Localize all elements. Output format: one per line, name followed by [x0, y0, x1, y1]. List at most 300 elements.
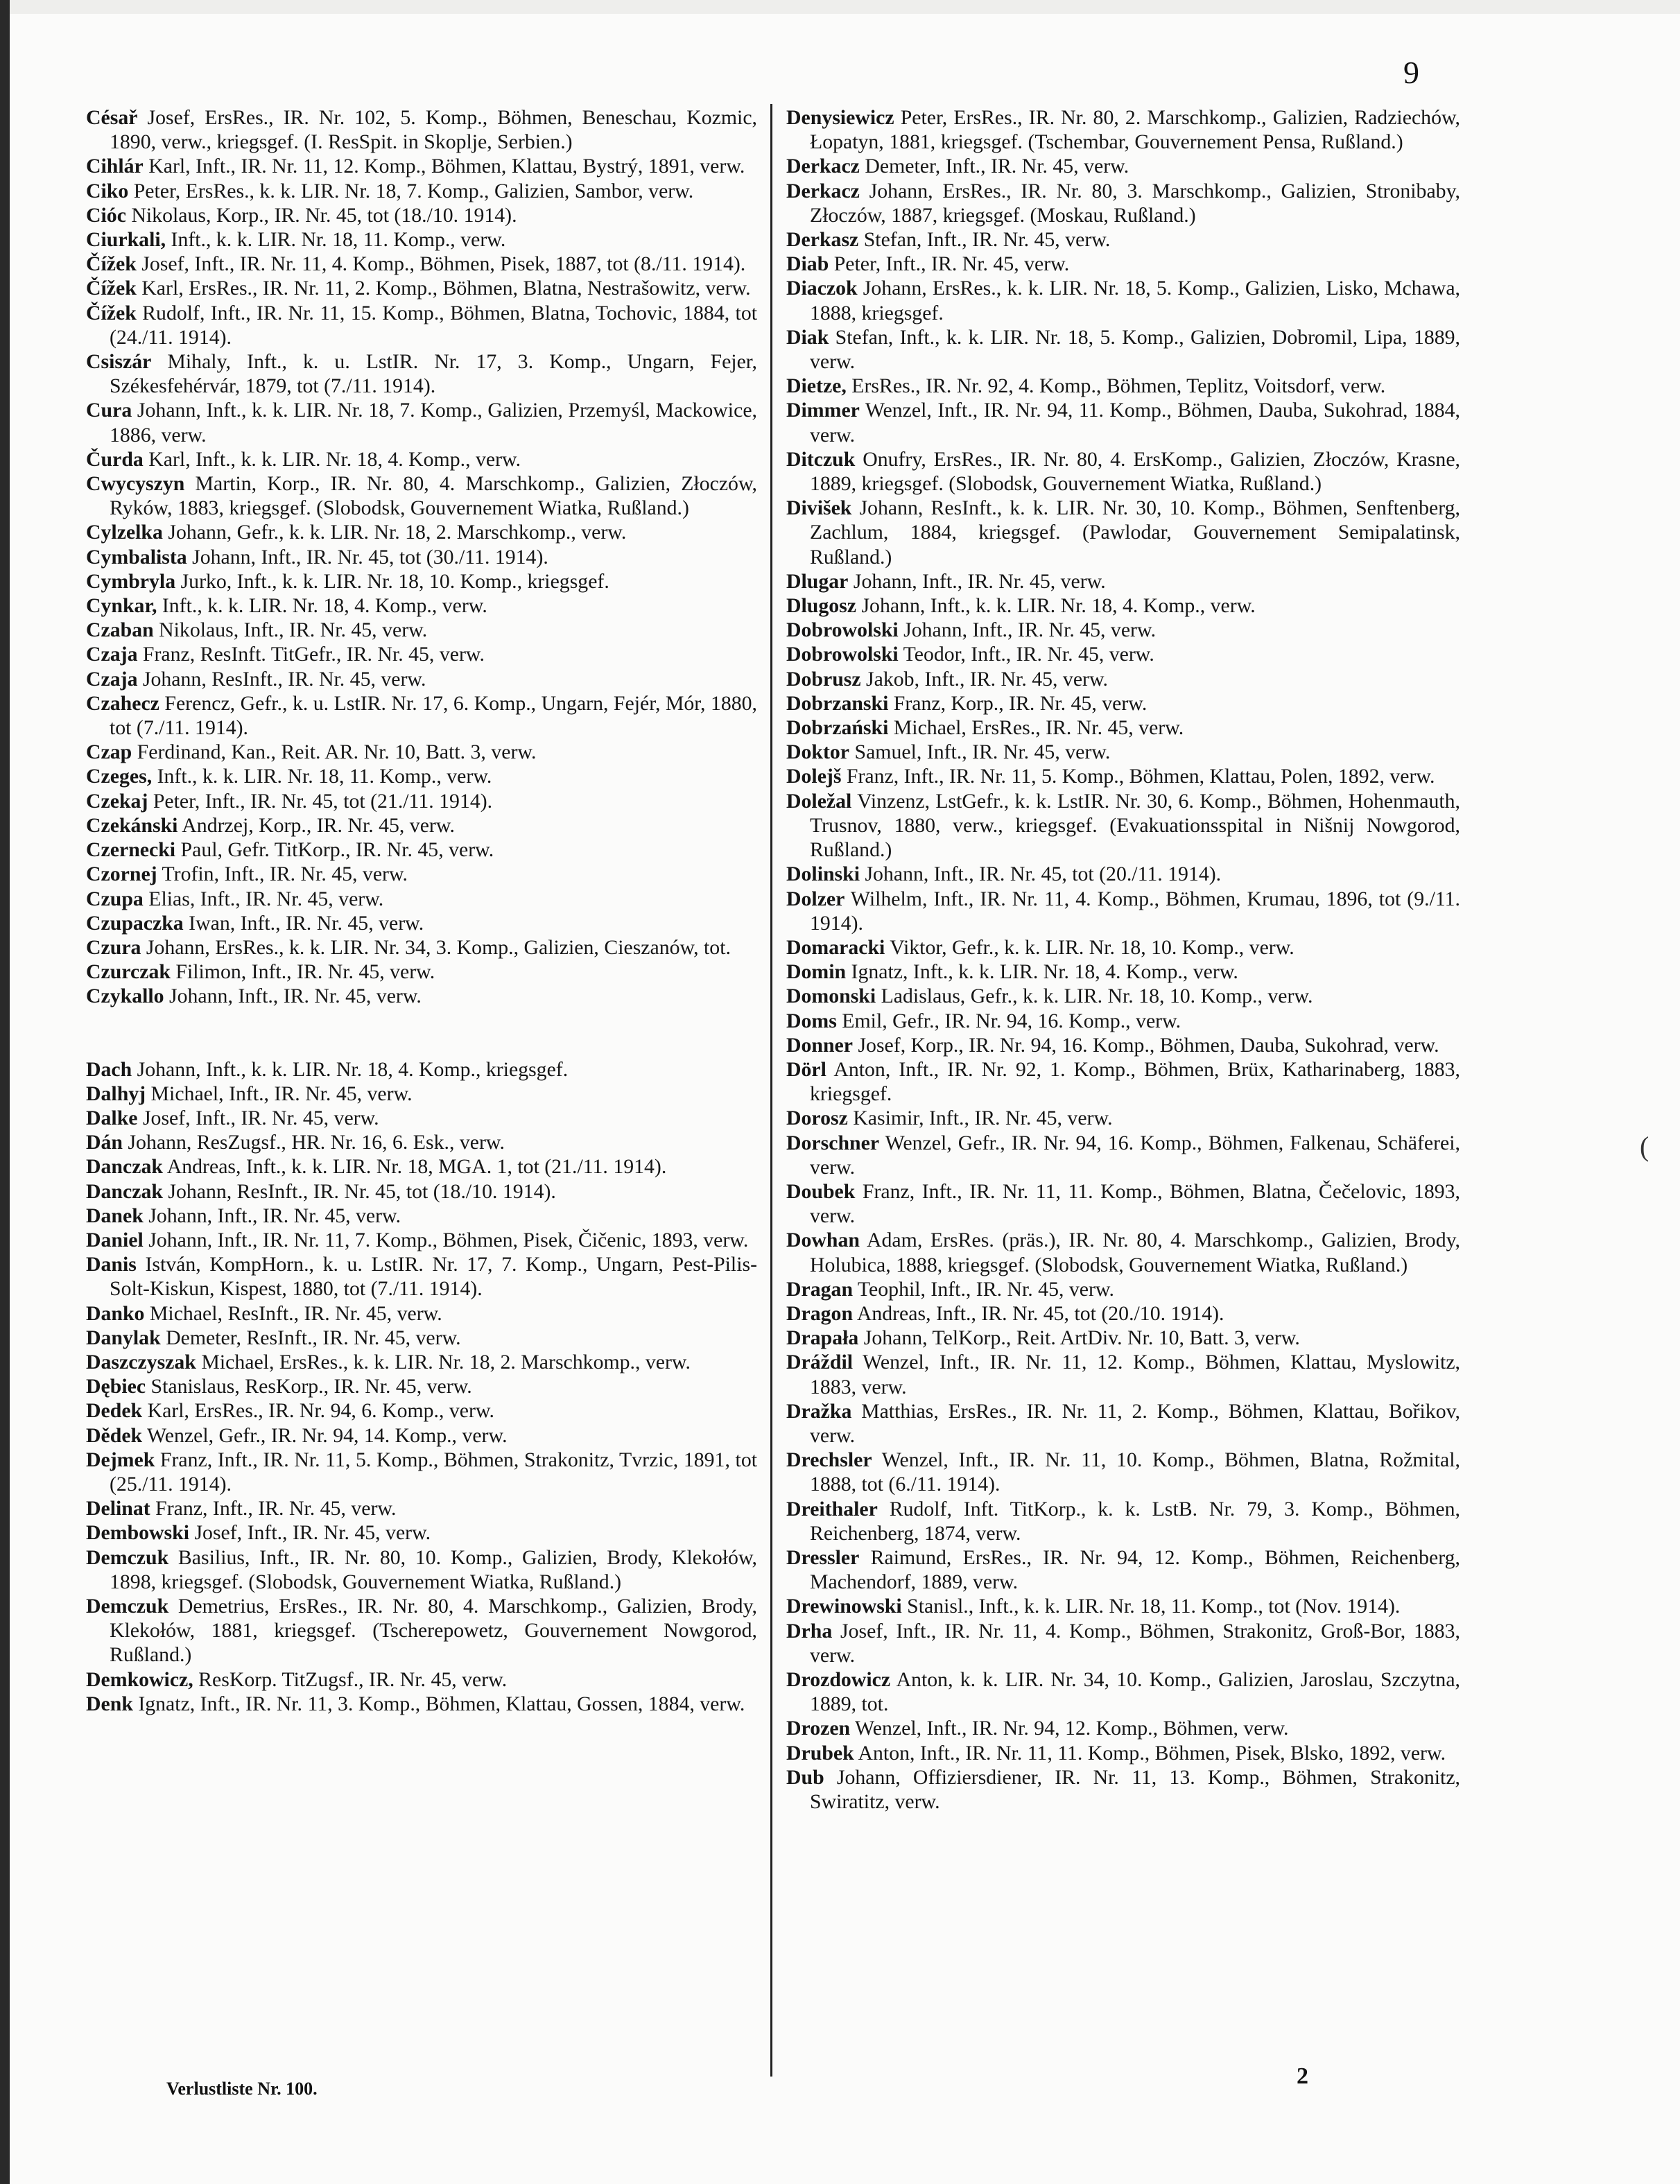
entry-details: Basilius, Inft., IR. Nr. 80, 10. Komp., Galizien, Brody, Klekołów, 1898, kriegsgef. (Slobodsk, Gouvernement Wiatka, Rußland.) [110, 1545, 757, 1593]
list-entry [86, 1057, 757, 1082]
entry-details: Johann, ErsRes., IR. Nr. 80, 3. Marschkomp., Galizien, Stronibaby, Złoczów, 1887, kriegsgef. (Moskau, Rußland.) [810, 179, 1460, 227]
list-entry [86, 1448, 757, 1496]
entry-details: Stanisl., Inft., k. k. LIR. Nr. 18, 11. Komp., tot (Nov. 1914). [901, 1595, 1401, 1618]
entry-surname: Denk [86, 1692, 133, 1715]
list-entry [786, 252, 1460, 276]
entry-surname: Dolinski [786, 863, 860, 886]
list-entry [786, 1399, 1460, 1448]
list-entry [786, 569, 1460, 593]
entry-details: Peter, Inft., IR. Nr. 45, tot (21./11. 1914). [148, 789, 493, 813]
entry-details: Anton, Inft., IR. Nr. 11, 11. Komp., Böhmen, Pisek, Blsko, 1892, verw. [854, 1741, 1446, 1765]
list-entry [86, 740, 757, 764]
entry-surname: Czekánski [86, 813, 178, 837]
entry-surname: Dalke [86, 1106, 138, 1129]
entry-details: Stanislaus, ResKorp., IR. Nr. 45, verw. [146, 1375, 472, 1398]
entry-details: Nikolaus, Inft., IR. Nr. 45, verw. [153, 618, 428, 642]
list-entry [86, 276, 757, 300]
entry-details: Johann, Gefr., k. k. LIR. Nr. 18, 2. Marschkomp., verw. [162, 521, 627, 544]
entry-surname: Drubek [786, 1741, 854, 1765]
entry-details: Viktor, Gefr., k. k. LIR. Nr. 18, 10. Komp., verw. [885, 935, 1294, 959]
list-entry [86, 301, 757, 349]
entry-surname: Dragon [786, 1301, 854, 1325]
entry-details: Franz, Inft., IR. Nr. 45, verw. [150, 1497, 397, 1520]
entry-details: Wenzel, Inft., IR. Nr. 11, 10. Komp., Böhmen, Blatna, Rožmital, 1888, tot (6./11. 1914). [810, 1448, 1460, 1496]
entry-surname: Cihlár [86, 155, 144, 178]
list-entry [86, 1520, 757, 1545]
entry-details: Elias, Inft., IR. Nr. 45, verw. [143, 887, 384, 910]
list-entry [86, 569, 757, 593]
entry-details: Mihaly, Inft., k. u. LstIR. Nr. 17, 3. Komp., Ungarn, Fejer, Székesfehérvár, 1879, tot (7./11. 1914). [110, 350, 757, 398]
list-entry [86, 1692, 757, 1716]
list-entry [86, 520, 757, 544]
entry-surname: Demczuk [86, 1545, 169, 1569]
entry-surname: Denysiewicz [786, 106, 894, 129]
entry-surname: Derkacz [786, 179, 860, 202]
list-entry [86, 1179, 757, 1204]
list-entry [86, 1594, 757, 1667]
entry-details: Stefan, Inft., IR. Nr. 45, verw. [858, 228, 1111, 252]
entry-surname: Danylak [86, 1326, 161, 1349]
entry-details: Johann, Inft., IR. Nr. 45, verw. [898, 618, 1157, 642]
entry-surname: Cymbalista [86, 545, 187, 569]
list-entry [86, 838, 757, 862]
entry-surname: Dorosz [786, 1107, 848, 1130]
entry-details: Franz, Inft., IR. Nr. 11, 5. Komp., Böhmen, Klattau, Polen, 1892, verw. [841, 765, 1435, 788]
entry-surname: Doubek [786, 1179, 856, 1203]
list-entry [786, 374, 1460, 398]
entry-surname: Ciurkali, [86, 228, 166, 252]
entry-details: Johann, ResInft., IR. Nr. 45, verw. [137, 667, 426, 691]
section-gap [86, 1009, 757, 1057]
list-entry [786, 1545, 1460, 1594]
entry-surname: Czykallo [86, 985, 164, 1008]
entry-details: Ladislaus, Gefr., k. k. LIR. Nr. 18, 10. Komp., verw. [876, 985, 1313, 1008]
entry-surname: Czeges, [86, 765, 153, 788]
list-entry [786, 227, 1460, 252]
entry-surname: Drozdowicz [786, 1668, 891, 1691]
entry-details: Rudolf, Inft., IR. Nr. 11, 15. Komp., Böhmen, Blatna, Tochovic, 1884, tot (24./11. 1914). [110, 301, 757, 349]
entry-surname: Czura [86, 935, 141, 959]
list-entry [86, 179, 757, 203]
list-entry [86, 789, 757, 813]
entry-surname: Dlugosz [786, 594, 856, 618]
entry-details: Wenzel, Inft., IR. Nr. 94, 11. Komp., Böhmen, Dauba, Sukohrad, 1884, verw. [810, 399, 1460, 447]
list-entry [86, 862, 757, 886]
entry-surname: Czahecz [86, 691, 159, 715]
scan-top-shade [10, 0, 1680, 14]
entry-details: Anton, k. k. LIR. Nr. 34, 10. Komp., Galizien, Jaroslau, Szczytna, 1889, tot. [810, 1668, 1460, 1716]
entry-details: Adam, ErsRes. (präs.), IR. Nr. 80, 4. Marschkomp., Galizien, Brody, Holubica, 1888, kriegsgef. (Slobodsk, Gouvernement Wiatka, Rußland.) [810, 1229, 1460, 1276]
entry-details: Filimon, Inft., IR. Nr. 45, verw. [170, 960, 435, 984]
entry-surname: Dráždil [786, 1351, 853, 1374]
entry-details: Josef, Inft., IR. Nr. 45, verw. [137, 1106, 379, 1129]
left-column [86, 105, 757, 1716]
list-entry [86, 935, 757, 960]
entry-details: Wenzel, Inft., IR. Nr. 94, 12. Komp., Böhmen, verw. [850, 1717, 1289, 1740]
entry-details: Josef, Inft., IR. Nr. 11, 4. Komp., Böhmen, Pisek, 1887, tot (8./11. 1914). [136, 252, 746, 276]
entry-details: Josef, Korp., IR. Nr. 94, 16. Komp., Böhmen, Dauba, Sukohrad, verw. [853, 1033, 1439, 1057]
page-number: 9 [1403, 55, 1419, 90]
entry-surname: Daniel [86, 1228, 144, 1251]
entry-details: Johann, Inft., IR. Nr. 45, verw. [164, 985, 422, 1008]
entry-surname: Dub [786, 1765, 824, 1789]
entry-details: Peter, Inft., IR. Nr. 45, verw. [829, 252, 1070, 276]
entry-details: Samuel, Inft., IR. Nr. 45, verw. [849, 740, 1111, 764]
entry-details: Johann, ResInft., k. k. LIR. Nr. 30, 10. Komp., Böhmen, Senftenberg, Zachlum, 1884, kriegsgef. (Pawlodar, Gouvernement Semipalatinsk, Rußland.) [810, 496, 1460, 569]
entry-details: Johann, Inft., IR. Nr. 45, tot (20./11. 1914). [860, 863, 1222, 886]
list-entry [86, 1350, 757, 1374]
list-entry [86, 1252, 757, 1301]
list-entry [786, 1448, 1460, 1496]
list-entry [86, 545, 757, 569]
list-entry [86, 471, 757, 520]
entry-details: Demetrius, ErsRes., IR. Nr. 80, 4. Marschkomp., Galizien, Brody, Klekołów, 1881, kriegsgef. (Tscherepowetz, Gouvernement Nowgorod, Rußland.) [110, 1594, 757, 1667]
entry-details: Karl, ErsRes., IR. Nr. 11, 2. Komp., Böhmen, Blatna, Nestrašowitz, verw. [136, 277, 751, 300]
entry-details: Franz, Inft., IR. Nr. 11, 5. Komp., Böhmen, Strakonitz, Tvrzic, 1891, tot (25./11. 1914). [110, 1448, 757, 1496]
entry-details: Franz, ResInft. TitGefr., IR. Nr. 45, verw. [137, 643, 485, 666]
entry-surname: Dreithaler [786, 1497, 878, 1520]
entry-details: Iwan, Inft., IR. Nr. 45, verw. [183, 911, 424, 935]
entry-surname: Diak [786, 325, 829, 349]
entry-surname: Doktor [786, 740, 850, 764]
list-entry [786, 179, 1460, 227]
entry-surname: Cura [86, 399, 132, 422]
entry-surname: Drapała [786, 1326, 859, 1350]
entry-surname: Derkacz [786, 155, 860, 178]
entry-surname: Dán [86, 1131, 123, 1154]
entry-surname: Czornej [86, 863, 157, 886]
entry-details: Johann, Inft., k. k. LIR. Nr. 18, 7. Komp., Galizien, Przemyśl, Mackowice, 1886, verw. [110, 399, 757, 447]
entry-details: Ignatz, Inft., IR. Nr. 11, 3. Komp., Böhmen, Klattau, Gossen, 1884, verw. [132, 1692, 745, 1715]
list-entry [786, 1131, 1460, 1179]
list-entry [786, 960, 1460, 984]
list-entry [786, 276, 1460, 324]
list-entry [86, 398, 757, 447]
entry-surname: Doms [786, 1009, 837, 1032]
entry-details: Andrzej, Korp., IR. Nr. 45, verw. [177, 813, 455, 837]
list-entry [86, 618, 757, 642]
entry-details: Rudolf, Inft. TitKorp., k. k. LstB. Nr. 79, 3. Komp., Böhmen, Reichenberg, 1874, verw. [810, 1497, 1460, 1545]
entry-details: Johann, TelKorp., Reit. ArtDiv. Nr. 10, Batt. 3, verw. [858, 1326, 1300, 1350]
entry-details: Demeter, Inft., IR. Nr. 45, verw. [859, 155, 1129, 178]
list-entry [786, 691, 1460, 716]
entry-surname: Domin [786, 960, 847, 984]
entry-details: Nikolaus, Korp., IR. Nr. 45, tot (18./10. 1914). [125, 203, 517, 227]
list-entry [786, 1277, 1460, 1301]
list-entry [86, 227, 757, 252]
entry-surname: Dembowski [86, 1521, 189, 1545]
entry-surname: Czaban [86, 618, 154, 642]
entry-details: Wenzel, Gefr., IR. Nr. 94, 14. Komp., verw. [142, 1423, 508, 1447]
entry-details: Wenzel, Gefr., IR. Nr. 94, 16. Komp., Böhmen, Falkenau, Schäferei, verw. [810, 1131, 1460, 1179]
list-entry [86, 1667, 757, 1692]
list-entry [86, 154, 757, 178]
entry-details: Johann, Inft., k. k. LIR. Nr. 18, 4. Komp., verw. [856, 594, 1256, 618]
list-entry [86, 1082, 757, 1106]
entry-surname: Dlugar [786, 569, 849, 593]
entry-surname: Cymbryla [86, 569, 176, 593]
list-entry [786, 593, 1460, 618]
entry-surname: Dowhan [786, 1229, 860, 1252]
entry-details: Franz, Inft., IR. Nr. 11, 11. Komp., Böhmen, Blatna, Čečelovic, 1893, verw. [810, 1179, 1460, 1228]
entry-details: Michael, ResInft., IR. Nr. 45, verw. [144, 1301, 442, 1325]
entry-surname: Czupaczka [86, 911, 184, 935]
entry-surname: Csiszár [86, 350, 152, 374]
entry-surname: Dolejš [786, 765, 842, 788]
entry-details: ResKorp. TitZugsf., IR. Nr. 45, verw. [193, 1667, 508, 1691]
entry-surname: Dach [86, 1057, 132, 1081]
entry-details: István, KompHorn., k. u. LstIR. Nr. 17, 7. Komp., Ungarn, Pest-Pilis-Solt-Kiskun, Kispest, 1880, tot (7./11. 1914). [110, 1253, 757, 1301]
entry-surname: Ditczuk [786, 447, 856, 471]
list-entry [786, 740, 1460, 764]
list-entry [786, 105, 1460, 154]
entry-details: Franz, Korp., IR. Nr. 45, verw. [888, 691, 1148, 715]
entry-surname: Czernecki [86, 838, 176, 862]
entry-surname: Dobrowolski [786, 643, 899, 666]
entry-details: Inft., k. k. LIR. Nr. 18, 4. Komp., verw. [157, 594, 487, 618]
entry-surname: Dedek [86, 1399, 143, 1423]
entry-details: Vinzenz, LstGefr., k. k. LstIR. Nr. 30, 6. Komp., Böhmen, Hohenmauth, Trusnov, 1880, verw., kriegsgef. (Evakuationsspital in Nišnij Nowgorod, Rußland.) [810, 789, 1460, 862]
column-divider [770, 104, 772, 2077]
entry-details: Demeter, ResInft., IR. Nr. 45, verw. [160, 1326, 461, 1349]
entry-surname: Danczak [86, 1179, 163, 1203]
list-entry [86, 252, 757, 276]
entry-details: Josef, Inft., IR. Nr. 45, verw. [189, 1521, 431, 1545]
entry-details: Wenzel, Inft., IR. Nr. 11, 12. Komp., Böhmen, Klattau, Myslowitz, 1883, verw. [810, 1351, 1460, 1398]
entry-details: ErsRes., IR. Nr. 92, 4. Komp., Böhmen, Teplitz, Voitsdorf, verw. [846, 374, 1386, 398]
list-entry [86, 642, 757, 666]
entry-details: Inft., k. k. LIR. Nr. 18, 11. Komp., verw. [152, 765, 492, 788]
list-entry [786, 789, 1460, 863]
entry-details: Michael, Inft., IR. Nr. 45, verw. [146, 1082, 413, 1105]
list-entry [86, 691, 757, 740]
entry-surname: Danek [86, 1204, 144, 1227]
entry-surname: Césař [86, 106, 138, 129]
entry-surname: Danis [86, 1253, 137, 1276]
entry-surname: Dietze, [786, 374, 847, 398]
list-entry [786, 1301, 1460, 1326]
list-entry [786, 496, 1460, 569]
list-entry [86, 960, 757, 984]
footer-sheet-number: 2 [1297, 2063, 1308, 2089]
list-entry [86, 1228, 757, 1252]
entry-surname: Dörl [786, 1057, 826, 1081]
entry-surname: Drechsler [786, 1448, 872, 1472]
entry-details: Andreas, Inft., IR. Nr. 45, tot (20./10. 1914). [853, 1301, 1224, 1325]
entry-details: Karl, Inft., k. k. LIR. Nr. 18, 4. Komp., verw. [143, 447, 521, 471]
entry-details: Michael, ErsRes., k. k. LIR. Nr. 18, 2. Marschkomp., verw. [196, 1350, 691, 1373]
list-entry [786, 667, 1460, 691]
entry-surname: Drozen [786, 1717, 851, 1740]
list-entry [786, 716, 1460, 740]
list-entry [786, 1106, 1460, 1130]
entry-surname: Domonski [786, 985, 876, 1008]
list-entry [86, 1423, 757, 1448]
list-entry [86, 667, 757, 691]
entry-details: Karl, Inft., IR. Nr. 11, 12. Komp., Böhmen, Klattau, Bystrý, 1891, verw. [143, 155, 745, 178]
entry-details: Ferdinand, Kan., Reit. AR. Nr. 10, Batt. 3, verw. [132, 740, 537, 764]
entry-surname: Czekaj [86, 789, 148, 813]
entry-surname: Ciko [86, 179, 129, 202]
margin-mark: ( [1640, 1131, 1649, 1162]
entry-details: Raimund, ErsRes., IR. Nr. 94, 12. Komp., Böhmen, Reichenberg, Machendorf, 1889, verw. [810, 1545, 1460, 1594]
entry-details: Onufry, ErsRes., IR. Nr. 80, 4. ErsKomp., Galizien, Złoczów, Krasne, 1889, kriegsgef. (Slobodsk, Gouvernement Wiatka, Rußland.) [810, 447, 1460, 496]
list-entry [86, 911, 757, 935]
entry-details: Ignatz, Inft., k. k. LIR. Nr. 18, 4. Komp., verw. [846, 960, 1238, 984]
list-entry [786, 1594, 1460, 1618]
list-entry [786, 154, 1460, 178]
list-entry [786, 1057, 1460, 1106]
entry-details: Matthias, ErsRes., IR. Nr. 11, 2. Komp., Böhmen, Klattau, Bořikov, verw. [810, 1399, 1460, 1447]
entry-surname: Dalhyj [86, 1082, 146, 1105]
entry-surname: Drha [786, 1619, 833, 1643]
list-entry [786, 1741, 1460, 1765]
entry-surname: Dębiec [86, 1375, 146, 1398]
entry-details: Martin, Korp., IR. Nr. 80, 4. Marschkomp., Galizien, Złoczów, Ryków, 1883, kriegsgef. (Slobodsk, Gouvernement Wiatka, Rußland.) [110, 472, 757, 520]
entry-surname: Doležal [786, 789, 852, 813]
footer-list-number: Verlustliste Nr. 100. [166, 2079, 318, 2099]
entry-surname: Dejmek [86, 1448, 155, 1471]
entry-details: Teophil, Inft., IR. Nr. 45, verw. [853, 1277, 1114, 1301]
list-entry [786, 325, 1460, 374]
list-entry [86, 1106, 757, 1130]
entry-details: Josef, Inft., IR. Nr. 11, 4. Komp., Böhmen, Strakonitz, Groß-Bor, 1883, verw. [810, 1619, 1460, 1667]
entry-details: Kasimir, Inft., IR. Nr. 45, verw. [847, 1107, 1113, 1130]
list-entry [786, 1350, 1460, 1398]
list-entry [86, 349, 757, 398]
entry-surname: Diaczok [786, 277, 858, 300]
list-entry [86, 105, 757, 154]
entry-surname: Danko [86, 1301, 145, 1325]
list-entry [86, 764, 757, 788]
entry-details: Johann, Inft., IR. Nr. 11, 7. Komp., Böhmen, Pisek, Čičenic, 1893, verw. [143, 1228, 749, 1251]
list-entry [86, 447, 757, 471]
entry-surname: Derkasz [786, 228, 859, 252]
entry-surname: Cylzelka [86, 521, 163, 544]
entry-surname: Demkowicz, [86, 1667, 193, 1691]
entry-surname: Dimmer [786, 399, 860, 422]
list-entry [86, 1326, 757, 1350]
entry-details: Michael, ErsRes., IR. Nr. 45, verw. [888, 716, 1184, 740]
list-entry [786, 447, 1460, 496]
entry-details: Johann, Offiziersdiener, IR. Nr. 11, 13. Komp., Böhmen, Strakonitz, Swiratitz, verw. [810, 1765, 1460, 1814]
entry-surname: Dobrzanski [786, 691, 889, 715]
entry-details: Jakob, Inft., IR. Nr. 45, verw. [860, 667, 1109, 691]
entry-details: Ferencz, Gefr., k. u. LstIR. Nr. 17, 6. Komp., Ungarn, Fejér, Mór, 1880, tot (7./11. 1914). [110, 691, 757, 740]
entry-surname: Dorschner [786, 1131, 880, 1154]
list-entry [786, 1716, 1460, 1740]
list-entry [786, 887, 1460, 935]
list-entry [786, 1009, 1460, 1033]
entry-surname: Demczuk [86, 1594, 169, 1618]
right-column [786, 105, 1460, 1814]
entry-details: Anton, Inft., IR. Nr. 92, 1. Komp., Böhmen, Brüx, Katharinaberg, 1883, kriegsgef. [810, 1057, 1460, 1106]
entry-surname: Dobrusz [786, 667, 861, 691]
entry-details: Johann, Inft., IR. Nr. 45, tot (30./11. 1914). [187, 545, 548, 569]
list-entry [86, 1496, 757, 1520]
list-entry [786, 764, 1460, 788]
entry-details: Johann, Inft., IR. Nr. 45, verw. [848, 569, 1106, 593]
entry-surname: Dressler [786, 1545, 860, 1569]
list-entry [786, 1497, 1460, 1545]
entry-details: Stefan, Inft., k. k. LIR. Nr. 18, 5. Komp., Galizien, Dobromil, Lipa, 1889, verw. [810, 325, 1460, 374]
list-entry [786, 398, 1460, 447]
entry-surname: Czupa [86, 887, 144, 910]
list-entry [86, 1374, 757, 1398]
entry-surname: Divišek [786, 496, 852, 520]
list-entry [786, 1033, 1460, 1057]
entry-details: Paul, Gefr. TitKorp., IR. Nr. 45, verw. [175, 838, 494, 862]
entry-details: Johann, ResInft., IR. Nr. 45, tot (18./10. 1914). [162, 1179, 556, 1203]
entry-details: Johann, ErsRes., k. k. LIR. Nr. 34, 3. Komp., Galizien, Cieszanów, tot. [141, 935, 731, 959]
entry-details: Jurko, Inft., k. k. LIR. Nr. 18, 10. Komp., kriegsgef. [175, 569, 609, 593]
list-entry [786, 1667, 1460, 1716]
entry-details: Emil, Gefr., IR. Nr. 94, 16. Komp., verw. [836, 1009, 1181, 1032]
entry-surname: Delinat [86, 1497, 150, 1520]
list-entry [786, 1326, 1460, 1350]
list-entry [86, 1154, 757, 1179]
entry-surname: Čížek [86, 252, 137, 276]
entry-details: Inft., k. k. LIR. Nr. 18, 11. Komp., verw. [166, 228, 506, 252]
entry-surname: Cióc [86, 203, 126, 227]
entry-surname: Čížek [86, 277, 137, 300]
entry-surname: Cynkar, [86, 594, 157, 618]
list-entry [86, 984, 757, 1008]
entry-details: Johann, Inft., IR. Nr. 45, verw. [143, 1204, 401, 1227]
entry-surname: Donner [786, 1033, 854, 1057]
entry-details: Andreas, Inft., k. k. LIR. Nr. 18, MGA. 1, tot (21./11. 1914). [162, 1155, 667, 1179]
list-entry [786, 935, 1460, 960]
list-entry [86, 593, 757, 618]
entry-surname: Czaja [86, 667, 138, 691]
entry-surname: Czaja [86, 643, 138, 666]
entry-details: Johann, Inft., k. k. LIR. Nr. 18, 4. Komp., kriegsgef. [132, 1057, 569, 1081]
entry-surname: Dědek [86, 1423, 143, 1447]
entry-details: Wilhelm, Inft., IR. Nr. 11, 4. Komp., Böhmen, Krumau, 1896, tot (9./11. 1914). [810, 887, 1460, 935]
list-entry [786, 618, 1460, 642]
entry-surname: Dobrzański [786, 716, 889, 740]
entry-surname: Domaracki [786, 935, 885, 959]
entry-details: Johann, ResZugsf., HR. Nr. 16, 6. Esk., verw. [123, 1131, 505, 1154]
entry-details: Peter, ErsRes., k. k. LIR. Nr. 18, 7. Komp., Galizien, Sambor, verw. [128, 179, 694, 202]
entry-details: Peter, ErsRes., IR. Nr. 80, 2. Marschkomp., Galizien, Radziechów, Łopatyn, 1881, kriegsgef. (Tschembar, Gouvernement Pensa, Rußland.) [810, 106, 1460, 154]
list-entry [86, 1130, 757, 1154]
entry-surname: Cwycyszyn [86, 472, 185, 496]
entry-surname: Czap [86, 740, 132, 764]
entry-details: Teodor, Inft., IR. Nr. 45, verw. [898, 643, 1154, 666]
entry-details: Johann, ErsRes., k. k. LIR. Nr. 18, 5. Komp., Galizien, Lisko, Mchawa, 1888, kriegsgef. [810, 277, 1460, 324]
entry-surname: Danczak [86, 1155, 163, 1179]
list-entry [86, 1398, 757, 1423]
list-entry [786, 1619, 1460, 1667]
entry-surname: Daszczyszak [86, 1350, 196, 1373]
entry-surname: Czurczak [86, 960, 171, 984]
list-entry [786, 1228, 1460, 1276]
scan-edge [0, 0, 10, 2184]
entry-surname: Dobrowolski [786, 618, 899, 642]
entry-surname: Drewinowski [786, 1595, 902, 1618]
list-entry [786, 1765, 1460, 1814]
entry-details: Trofin, Inft., IR. Nr. 45, verw. [157, 863, 408, 886]
entry-surname: Čížek [86, 301, 137, 324]
list-entry [786, 862, 1460, 886]
list-entry [786, 984, 1460, 1008]
entry-surname: Dragan [786, 1277, 854, 1301]
list-entry [86, 203, 757, 227]
list-entry [786, 642, 1460, 666]
entry-surname: Dolzer [786, 887, 845, 910]
entry-surname: Diab [786, 252, 829, 276]
